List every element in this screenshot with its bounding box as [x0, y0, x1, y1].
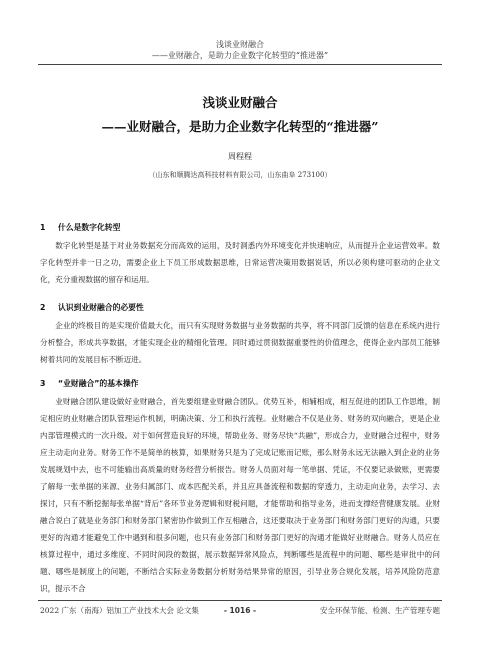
section-2	[40, 302, 440, 368]
section-paragraph: 数字化转型是基于对业务数据充分而高效的运用，及时洞悉内外环境变化并快速响应，从而提升企业运营效率。数字化转型并非一日之功，需要企业上下员工形成数据思维，日常运营决策用数据说话，所以必须构建可驱动的企业文化，充分重视数据的留存和运用。	[40, 241, 440, 284]
header-rule	[38, 64, 442, 65]
section-number: 3	[40, 379, 46, 388]
section-3	[40, 378, 440, 597]
footer-topic: 安全环保节能、检测、生产管理专题	[320, 606, 440, 615]
footer-rule	[38, 600, 442, 601]
running-header-subtitle: ——业财融合，是助力企业数字化转型的“推进器”	[151, 51, 329, 60]
section-heading-text: 认识到业财融合的必要性	[58, 303, 144, 312]
section-paragraph: 企业的终极目的是实现价值最大化，而只有实现财务数据与业务数据的共享，将不同部门反馈的信息在系统内进行分析整合，形成共享数据，才能实现企业的精细化管理。同时通过贯彻数据重要性的价值理念，使得企业内部员工能够树着共同的发展目标不断迈进。	[40, 321, 440, 364]
author-name: 周程程	[228, 152, 252, 161]
section-heading	[40, 378, 440, 389]
section-heading	[40, 302, 440, 313]
section-1	[40, 222, 440, 288]
section-number: 1	[40, 223, 46, 232]
author-affiliation: （山东和顺腾达高科技材料有限公司，山东曲阜 273100）	[148, 171, 332, 179]
running-header-title: 浅谈业财融合	[216, 40, 264, 49]
section-heading	[40, 222, 440, 233]
section-heading-text: 什么是数字化转型	[58, 223, 121, 232]
page-number: - 1016 -	[223, 606, 257, 615]
footer-proceedings: 2022 广东（南海）铝加工产业技术大会 论文集	[40, 606, 199, 615]
article-subtitle: ——业财融合，是助力企业数字化转型的“推进器”	[101, 119, 379, 134]
section-paragraph: 业财融合团队建设做好业财融合，首先要组建业财融合团队。优势互补，相辅相成，相互促进的团队工作思维，制定相应的业财融合团队管理运作机制，明确决策、分工和执行流程。业财融合不仅是业务、财务的双向融合，更是企业内部管理模式的一次升级。对于如何营造良好的环境，帮助业务、财务尽快“共融”，形成合力，业财融合过程中，财务应主动走向业务。财务工作不是简单的核算，如果财务只是为了完成记账而记账，那么财务永远无法融入到企业的业务发展规划中去，也不可能输出高质量的财务经营分析报告。财务人员面对每一笔单据、凭证，不仅要记录做账，更需要了解每一张单据的来源、业务归属部门、成本匹配关系，并且应具备流程和数据的穿透力，主动走向业务，去学习、去探讨，只有不断挖掘每张单据“背后”各环节业务逻辑和财税问题，才能帮助和指导业务，进而支撑经营健康发展。业财融合说白了就是业务部门和财务部门紧密协作做到工作互相融合，这还要取决于业务部门和财务部门更好的沟通，只要更好的沟通才能避免工作中遇到和很多问题，也只有业务部门和财务部门更好的沟通才能做好业财融合。财务人员应在核算过程中，通过多维度、不同时间段的数据，展示数据异常风险点，判断哪些是流程中的问题、哪些是审批中的问题、哪些是制度上的问题，不断结合实际业务数据分析财务结果异常的原因，引导业务合规化发展，培养风险防范意识，提示不合	[40, 397, 440, 593]
article-title: 浅谈业财融合	[202, 95, 278, 110]
section-number: 2	[40, 303, 46, 312]
section-heading-text: “业财融合”的基本操作	[58, 379, 139, 388]
